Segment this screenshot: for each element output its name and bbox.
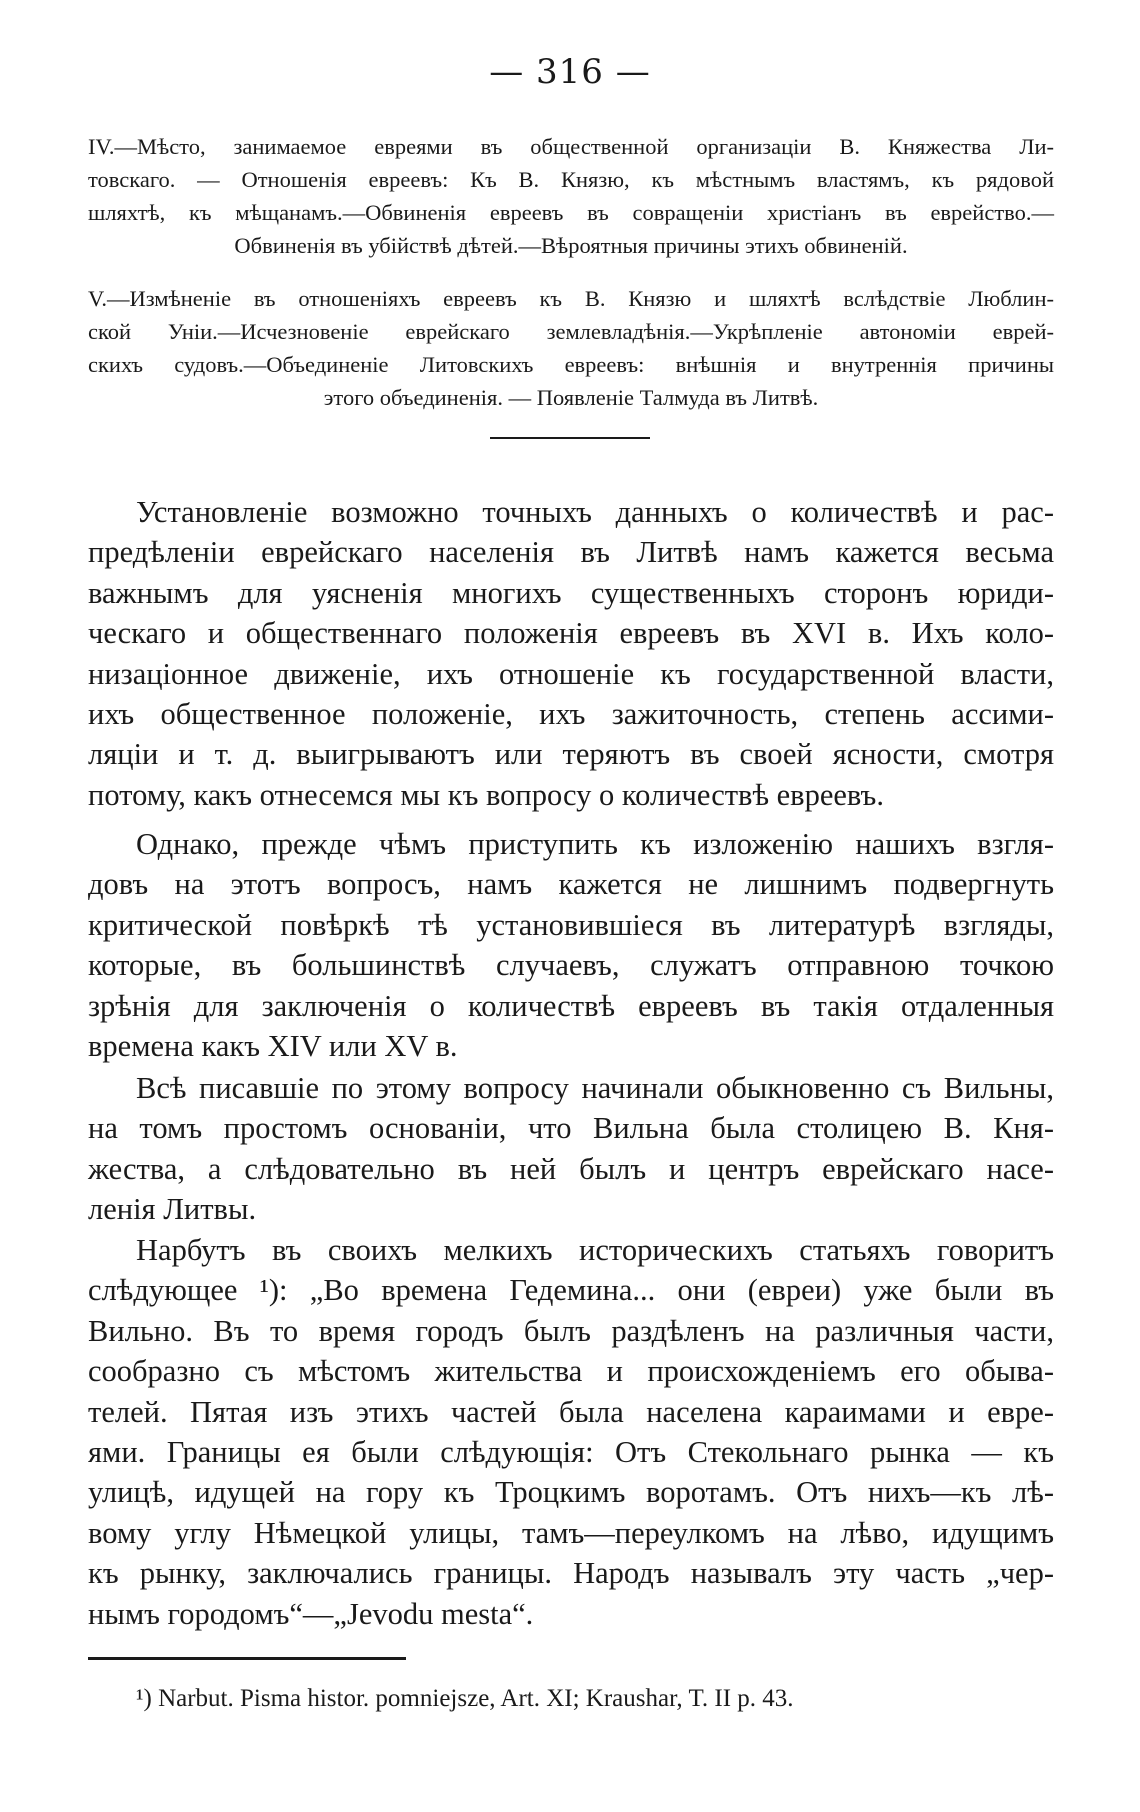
summary-line: товскаго. — Отношенія евреевъ: Къ В. Князю, къ мѣстнымъ властямъ, къ рядовой [88,167,1054,192]
text-line: Однако, прежде чѣмъ приступить къ изложенію нашихъ взгля- [136,827,1054,861]
summary-line: V.—Измѣненіе въ отношеніяхъ евреевъ къ В. Князю и шляхтѣ вслѣдствіе Люблин- [88,286,1054,311]
summary-line: скихъ судовъ.—Объединеніе Литовскихъ евреевъ: внѣшнія и внутреннія причины [88,352,1054,377]
text-line: важнымъ для уясненія многихъ существенныхъ сторонъ юриди- [88,575,1054,610]
text-line: улицѣ, идущей на гору къ Троцкимъ воротамъ. Отъ нихъ—къ лѣ- [88,1475,1054,1510]
paragraph-1 [88,492,1054,815]
text-line: довъ на этотъ вопросъ, намъ кажется не лишнимъ подвергнуть [88,867,1054,902]
text-line: къ рынку, заключались границы. Народъ называлъ эту часть „чер- [88,1556,1054,1591]
text-line: времена какъ XIV или XV в. [88,1029,458,1064]
text-line: критической повѣркѣ тѣ установившіеся въ литературѣ взгляды, [88,907,1054,942]
summary-line: этого объединенія. — Появленіе Талмуда въ Литвѣ. [323,385,819,410]
paragraph-3 [88,1068,1054,1230]
chapter-summary-iv [88,130,1054,262]
summary-line: IV.—Мѣсто, занимаемое евреями въ общественной организаціи В. Княжества Ли- [88,134,1054,159]
text-line: предѣленіи еврейскаго населенія въ Литвѣ намъ кажется весьма [88,535,1054,570]
text-line: ихъ общественное положеніе, ихъ зажиточность, степень ассими- [88,697,1054,732]
page-number: — 316 — [489,52,651,92]
footnote-rule [88,1657,406,1660]
summary-line: ской Уніи.—Исчезновеніе еврейскаго землевладѣнія.—Укрѣпленіе автономіи еврей- [88,319,1054,344]
text-line: потому, какъ отнесемся мы къ вопросу о количествѣ евреевъ. [88,777,884,812]
text-line: Вильно. Въ то время городъ былъ раздѣленъ на различныя части, [88,1313,1054,1348]
text-line: которые, въ большинствѣ случаевъ, служатъ отправною точкою [88,948,1054,983]
text-line: ческаго и общественнаго положенія евреевъ въ XVI в. Ихъ коло- [88,616,1054,651]
summary-line: шляхтѣ, къ мѣщанамъ.—Обвиненія евреевъ въ совращеніи христіанъ въ еврейство.— [88,200,1054,225]
text-line: вому углу Нѣмецкой улицы, тамъ—переулкомъ на лѣво, идущимъ [88,1515,1054,1550]
paragraph-4 [88,1230,1054,1634]
section-divider [490,437,650,439]
text-line: Всѣ писавшіе по этому вопросу начинали обыкновенно съ Вильны, [136,1071,1054,1105]
text-line: Установленіе возможно точныхъ данныхъ о количествѣ и рас- [136,495,1054,529]
text-line: телей. Пятая изъ этихъ частей была населена караимами и евре- [88,1394,1054,1429]
text-line: зрѣнія для заключенія о количествѣ евреевъ въ такія отдаленныя [88,988,1054,1023]
text-line: на томъ простомъ основаніи, что Вильна была столицею В. Кня- [88,1111,1054,1146]
text-line: нымъ городомъ“—„Jevodu mesta“. [88,1596,534,1631]
text-line: жества, а слѣдовательно въ ней былъ и центръ еврейскаго насе- [88,1151,1054,1186]
text-line: Нарбутъ въ своихъ мелкихъ историческихъ статьяхъ говоритъ [136,1233,1054,1267]
text-line: ленія Литвы. [88,1192,257,1227]
summary-line: Обвиненія въ убійствѣ дѣтей.—Вѣроятныя причины этихъ обвиненій. [234,233,908,258]
text-line: ляціи и т. д. выигрываютъ или теряютъ въ своей ясности, смотря [88,737,1054,772]
text-line: низаціонное движеніе, ихъ отношеніе къ государственной власти, [88,656,1054,691]
paragraph-2 [88,824,1054,1066]
text-line: сообразно съ мѣстомъ жительства и происхожденіемъ его обыва- [88,1354,1054,1389]
text-line: слѣдующее ¹): „Во времена Гедемина... они (евреи) уже были въ [88,1273,1054,1308]
chapter-summary-v [88,282,1054,414]
footnote: ¹) Narbut. Pisma histor. pomniejsze, Art. XI; Kraushar, T. II p. 43. [136,1685,794,1712]
text-line: ями. Границы ея были слѣдующія: Отъ Стекольнаго рынка — къ [88,1435,1054,1470]
